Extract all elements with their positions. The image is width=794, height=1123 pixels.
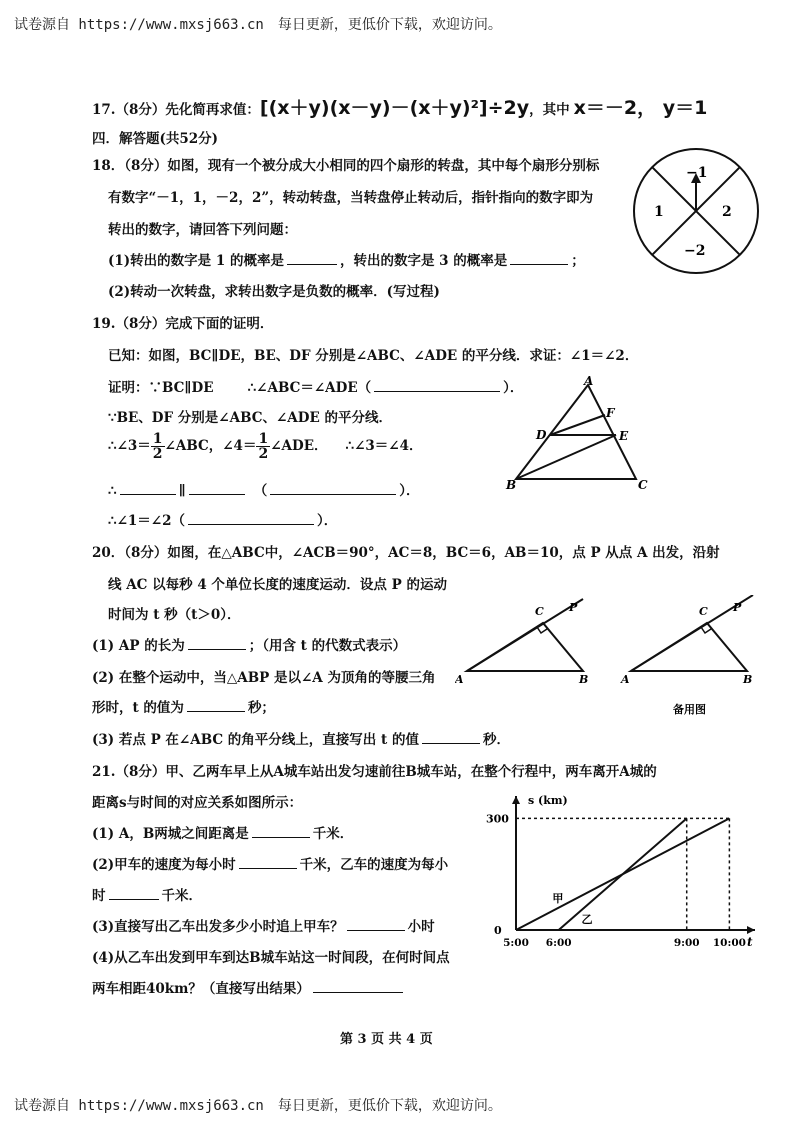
q18-sub1-text-a: (1)转出的数字是 1 的概率是: [108, 253, 284, 269]
q18-sub1: [108, 249, 585, 269]
q21-sub2-text-d: 千米．: [161, 888, 202, 904]
triangle-figure-q19: [500, 375, 660, 495]
q19-proof4-a: ∴: [108, 483, 117, 499]
spinner-figure: [630, 145, 760, 280]
q20-answer-blank-3[interactable]: [422, 742, 480, 744]
q20-sub1-text-a: (1) AP 的长为: [92, 638, 185, 654]
q20-sub1-text-b: ；（用含 t 的代数式表示）: [248, 638, 407, 654]
q21-sub4-line2: [92, 977, 406, 997]
q19-line-blank-1[interactable]: [120, 493, 176, 495]
y-tick-label: 300: [486, 812, 509, 826]
q19-proof-line4: [108, 479, 420, 499]
spare-figure-caption: 备用图: [673, 703, 706, 716]
q18-answer-blank-2[interactable]: [510, 263, 568, 265]
q20-line2: 线 AC 以每秒 4 个单位长度的速度运动．设点 P 的运动: [108, 577, 447, 593]
q21-sub2-text-c: 时: [92, 888, 106, 904]
q21-sub2: [92, 853, 448, 873]
q19-proof3-b: ∠ABC，∠4＝: [164, 438, 257, 454]
q21-line1: 21.（8分）甲、乙两车早上从A城车站出发匀速前往B城车站，在整个行程中，两车离开A城的: [92, 764, 657, 780]
main-label-a: A: [455, 673, 464, 686]
q19-proof-line1: [108, 376, 523, 396]
q19-proof-line2: ∵BE、DF 分别是∠ABC、∠ADE 的平分线．: [108, 410, 392, 426]
q19-line-blank-2[interactable]: [189, 493, 245, 495]
x-tick-label: 9:00: [673, 937, 700, 949]
q20-sub1: [92, 634, 406, 654]
q19-proof3-c: ∠ADE．: [270, 438, 328, 454]
q21-sub4-line1: (4)从乙车出发到甲车到达B城车站这一时间段，在何时间点: [92, 950, 450, 966]
question-17: [92, 93, 707, 120]
q19-reason-blank-2[interactable]: [270, 493, 396, 495]
right-angle-mark-main: [537, 627, 547, 633]
page-number: 第 3 页 共 4 页: [340, 1032, 433, 1047]
q20-sub2-text-b: 形时，t 的值为: [92, 700, 184, 716]
series-line-2: [559, 818, 687, 930]
q21-sub4-text-b: 两车相距40km？（直接写出结果）: [92, 981, 310, 997]
q18-answer-blank-1[interactable]: [287, 263, 337, 265]
q20-line1: 20．（8分）如图，在△ABC中，∠ACB＝90°，AC＝8，BC＝6，AB＝10，点 P 从点 A 出发，沿射: [92, 545, 720, 561]
triangle-abc: [516, 385, 636, 479]
triangle-abc-main: [467, 623, 583, 671]
q20-sub2-line1: (2) 在整个运动中，当△ABP 是以∠A 为顶角的等腰三角: [92, 670, 436, 686]
q21-answer-blank-3[interactable]: [109, 898, 159, 900]
q17-suffix: ，其中: [529, 102, 570, 118]
q19-reason-blank-1[interactable]: [374, 390, 500, 392]
triangle-figures-q20: [455, 595, 785, 720]
x-tick-label: 5:00: [503, 937, 529, 949]
q20-sub3: [92, 728, 510, 748]
q19-proof5-b: ）．: [317, 513, 338, 529]
x-tick-label: 10:00: [712, 937, 746, 949]
q20-sub3-text-b: 秒．: [482, 732, 510, 748]
spinner-label-top: −1: [686, 165, 708, 181]
point-label-d: D: [536, 428, 547, 442]
point-label-b: B: [506, 478, 517, 492]
q20-sub2-text-c: 秒；: [247, 700, 275, 716]
q21-sub3-text-a: (3)直接写出乙车出发多少小时追上甲车？: [92, 919, 344, 935]
q19-proof5-a: ∴∠1＝∠2（: [108, 513, 185, 529]
q18-sub2: (2)转动一次转盘，求转出数字是负数的概率．(写过程): [108, 284, 440, 300]
footer-source-line: 试卷源自 https://www.mxsj663.cn 每日更新，更低价下载，欢迎访问。: [14, 1098, 502, 1114]
y-axis-label: s (km): [528, 794, 568, 807]
header-source-line: 试卷源自 https://www.mxsj663.cn 每日更新，更低价下载，欢迎访问。: [14, 17, 502, 33]
main-label-c: C: [535, 605, 544, 618]
spare-label-a: A: [621, 673, 630, 686]
q21-sub1-text-a: (1) A，B两城之间距离是: [92, 826, 249, 842]
series-label-1: 甲: [552, 891, 564, 905]
main-label-p: P: [569, 601, 578, 614]
right-angle-mark-spare: [701, 627, 711, 633]
half-fraction-2: $\frac{1}{2}$: [258, 431, 269, 462]
y-axis-arrow-icon: [512, 796, 520, 804]
q17-values: x＝－2， y＝1: [573, 97, 708, 119]
q19-proof3-a: ∴∠3＝: [108, 438, 151, 454]
q21-sub3-text-b: 小时: [407, 919, 435, 935]
distance-time-chart: [470, 782, 770, 957]
point-label-c: C: [638, 478, 648, 492]
q19-reason-blank-3[interactable]: [188, 523, 314, 525]
q19-proof-line5: [108, 509, 337, 529]
half-fraction-1: $\frac{1}{2}$: [152, 431, 163, 462]
section-4-title: 四．解答题(共52分): [92, 131, 219, 147]
x-axis-label: t: [747, 935, 753, 949]
spare-label-p: P: [733, 601, 742, 614]
point-label-e: E: [619, 429, 629, 443]
main-label-b: B: [579, 673, 589, 686]
y-tick-label: 0: [494, 924, 502, 937]
q21-answer-blank-4[interactable]: [347, 929, 405, 931]
q18-line1: 18．（8分）如图，现有一个被分成大小相同的四个扇形的转盘，其中每个扇形分别标: [92, 158, 600, 174]
point-label-a: A: [584, 375, 594, 388]
q21-line2: 距离s与时间的对应关系如图所示：: [92, 795, 303, 811]
point-label-f: F: [606, 406, 615, 420]
q18-line2: 有数字“－1，1，－2，2”，转动转盘，当转盘停止转动后，指针指向的数字即为: [108, 190, 594, 206]
x-tick-label: 6:00: [545, 937, 572, 949]
q21-sub2-cont: [92, 884, 202, 904]
q19-proof1-b: ∴∠ABC＝∠ADE（: [247, 380, 372, 396]
q21-answer-blank-1[interactable]: [252, 836, 310, 838]
q21-sub2-text-a: (2)甲车的速度为每小时: [92, 857, 236, 873]
q21-sub3: [92, 915, 435, 935]
q17-prefix: 17.（8分）先化简再求值：: [92, 102, 260, 118]
q19-proof4-c: （: [253, 483, 268, 499]
spinner-label-bottom: −2: [684, 243, 706, 259]
q21-sub1: [92, 822, 353, 842]
q19-proof1-c: ）．: [503, 380, 524, 396]
q19-proof4-b: ∥: [178, 483, 186, 499]
spinner-label-right: 2: [722, 204, 732, 220]
q17-expression: [(x＋y)(x－y)－(x＋y)²]÷2y: [259, 97, 530, 119]
series-label-2: 乙: [581, 912, 593, 926]
q19-proof1-a: 证明：∵BC∥DE: [108, 380, 214, 396]
q21-sub1-text-b: 千米．: [312, 826, 354, 842]
spare-label-c: C: [699, 605, 708, 618]
q19-proof-line3: [108, 432, 423, 461]
q18-sub1-text-b: ，转出的数字是 3 的概率是: [339, 253, 508, 269]
triangle-abc-spare: [631, 623, 747, 671]
q20-line3: 时间为 t 秒（t＞0）．: [108, 607, 241, 623]
spare-label-b: B: [743, 673, 753, 686]
q19-given: 已知：如图，BC∥DE，BE、DF 分别是∠ABC、∠ADE 的平分线．求证：∠1＝∠2．: [108, 348, 639, 364]
q20-answer-blank-2[interactable]: [187, 710, 245, 712]
q21-answer-blank-2[interactable]: [239, 867, 297, 869]
q19-proof4-d: ）．: [399, 483, 420, 499]
segment-be: [516, 435, 616, 479]
q21-sub2-text-b: 千米，乙车的速度为每小: [299, 857, 449, 873]
q20-sub2-line2: [92, 696, 275, 716]
x-axis-arrow-icon: [747, 926, 755, 934]
spinner-label-left: 1: [654, 204, 664, 220]
q19-proof3-d: ∴∠3＝∠4．: [345, 438, 423, 454]
q20-sub3-text-a: (3) 若点 P 在∠ABC 的角平分线上，直接写出 t 的值: [92, 732, 419, 748]
q19-title: 19.（8分）完成下面的证明．: [92, 316, 274, 332]
q20-answer-blank-1[interactable]: [188, 648, 246, 650]
q18-sub1-text-c: ；: [571, 253, 585, 269]
q21-answer-blank-5[interactable]: [313, 991, 403, 993]
q18-line3: 转出的数字，请回答下列问题：: [108, 222, 297, 238]
